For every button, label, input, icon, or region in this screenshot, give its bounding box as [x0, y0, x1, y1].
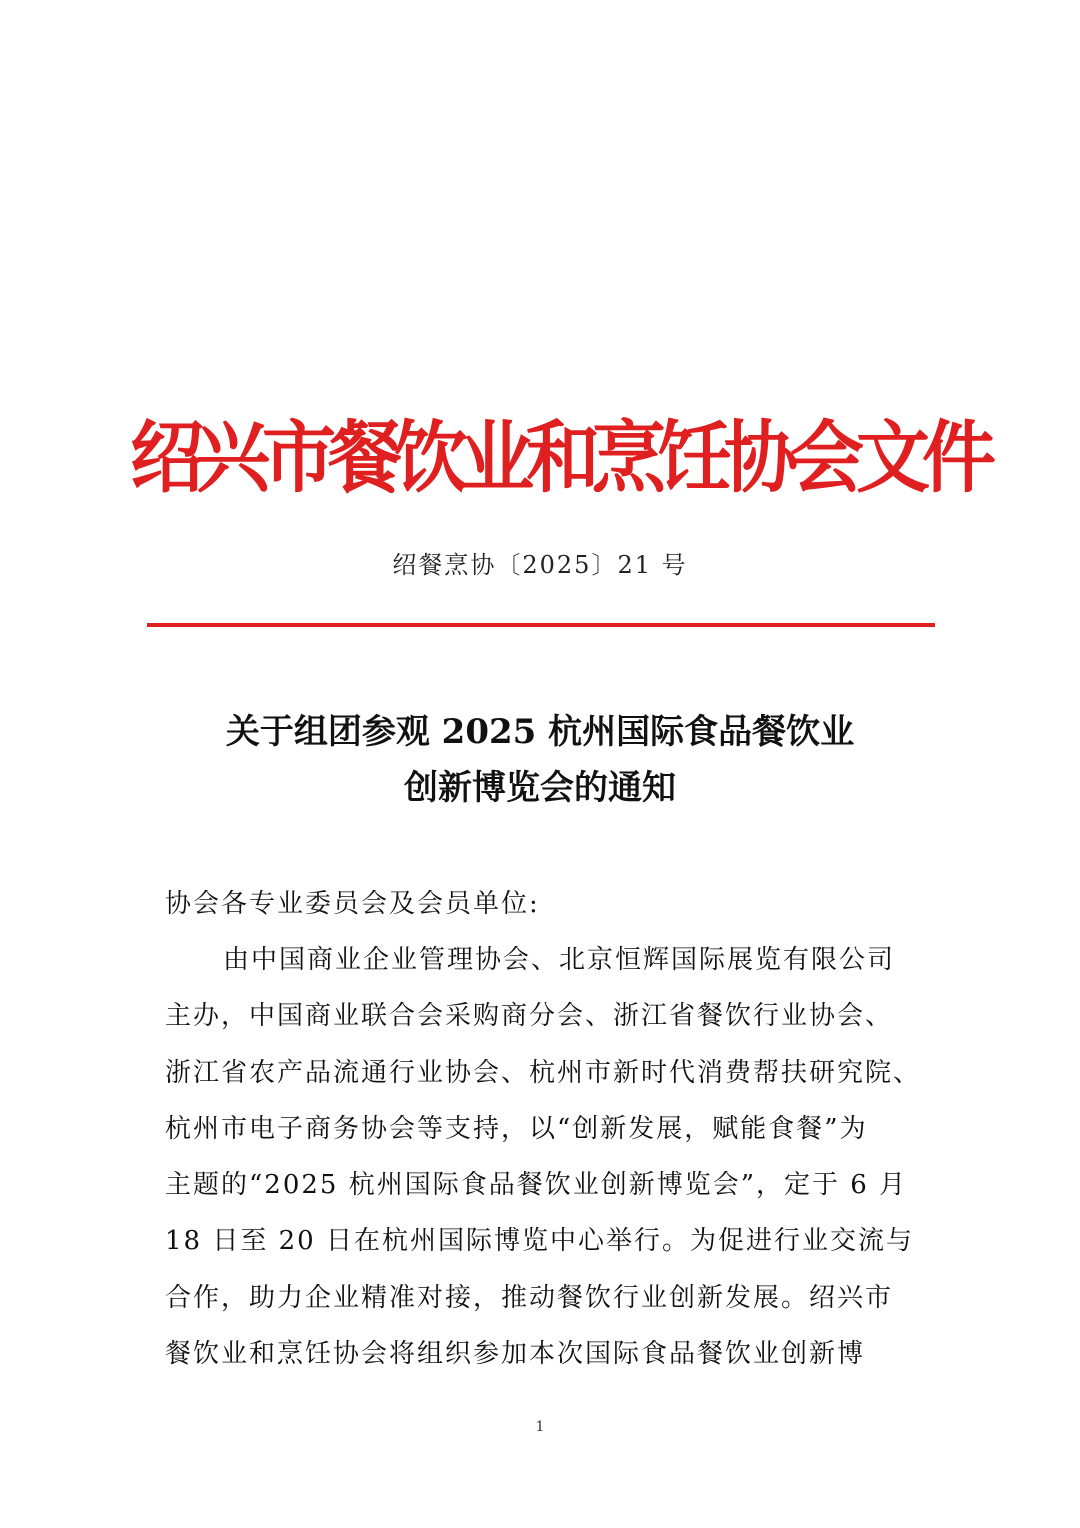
body-line: 杭州市电子商务协会等支持，以“创新发展，赋能食餐”为: [165, 1113, 868, 1144]
body-line: 主题的“2025 杭州国际食品餐饮业创新博览会”，定于 6 月: [165, 1170, 908, 1201]
salutation: 协会各专业委员会及会员单位:: [165, 889, 540, 919]
body-paragraph: [165, 936, 955, 1386]
body-line: 18 日至 20 日在杭州国际博览中心举行。为促进行业交流与: [165, 1226, 914, 1257]
org-header-title: 绍兴市餐饮业和烹饪协会文件: [130, 412, 988, 504]
body-line: 主办，中国商业联合会采购商分会、浙江省餐饮行业协会、: [165, 1001, 894, 1032]
body-line: 餐饮业和烹饪协会将组织参加本次国际食品餐饮业创新博: [165, 1339, 866, 1370]
document-number: 绍餐烹协〔2025〕21 号: [392, 551, 688, 579]
red-divider-line: [147, 623, 935, 627]
body-line: 浙江省农产品流通行业协会、杭州市新时代消费帮扶研究院、: [165, 1057, 922, 1088]
page-number: 1: [535, 1419, 545, 1435]
notice-title-line-2: 创新博览会的通知: [404, 768, 676, 808]
body-line: 由中国商业企业管理协会、北京恒辉国际展览有限公司: [223, 945, 896, 975]
notice-title: [140, 704, 940, 816]
body-line: 合作，助力企业精准对接，推动餐饮行业创新发展。绍兴市: [165, 1282, 894, 1313]
notice-title-line-1: 关于组团参观 2025 杭州国际食品餐饮业: [225, 712, 855, 752]
